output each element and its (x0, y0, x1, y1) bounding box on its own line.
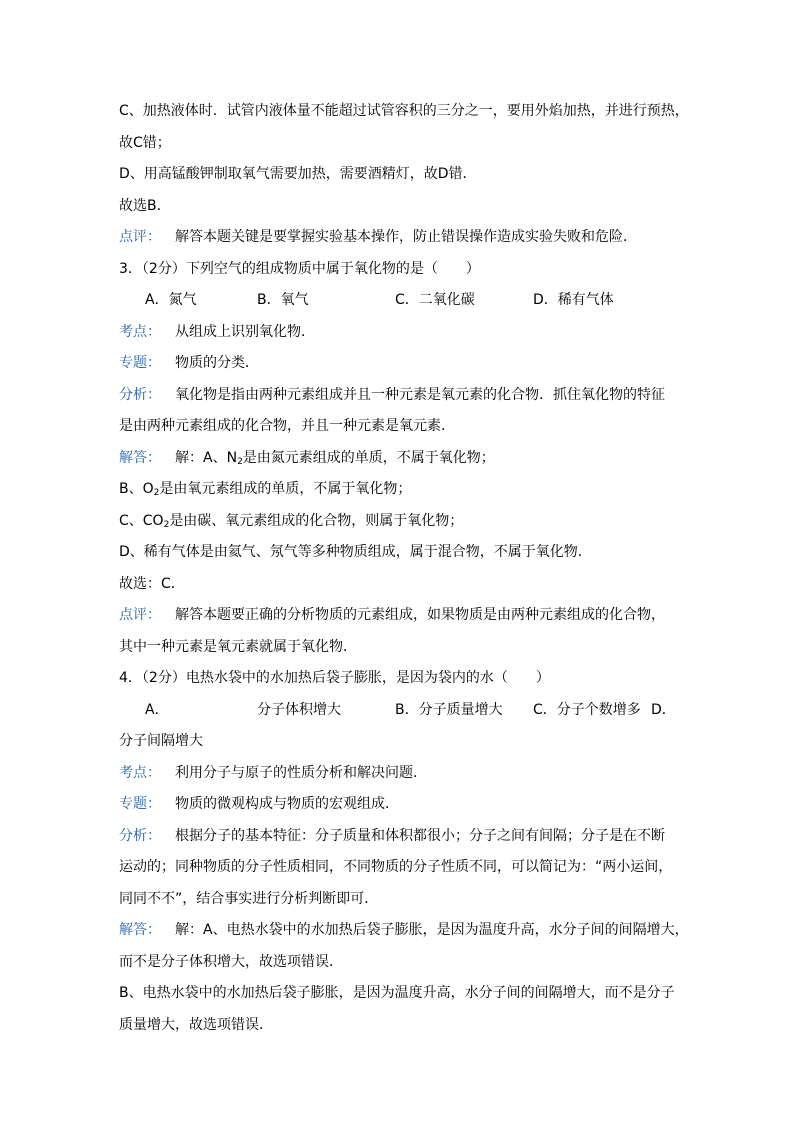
kaodian-text: 利用分子与原子的性质分析和解决问题． (175, 764, 427, 781)
fenxi-text: 根据分子的基本特征：分子质量和体积都很小；分子之间有间隔；分子是在不断 (175, 827, 665, 844)
document-content (119, 96, 689, 1041)
b-suffix: 是由氧元素组成的单质，不属于氧化物； (159, 481, 412, 497)
jieda-label: 解答： (119, 449, 161, 466)
q4-fenxi-continued-2: 同同不不”，结合事实进行分析判断即可． (119, 890, 379, 907)
c-suffix: 是由碳、氧元素组成的化合物，则属于氧化物； (169, 512, 464, 529)
jieda-a-suffix: 是由氮元素组成的单质，不属于氧化物； (242, 449, 495, 466)
q3-answer: 故选：C． (119, 575, 185, 592)
q3-option-a: A．氮气 (145, 292, 197, 308)
q3-explanation-d: D、稀有气体是由氦气、氖气等多种物质组成，属于混合物，不属于氧化物． (119, 544, 592, 560)
zhuanti-label: 专题： (119, 796, 161, 812)
dianping-text: 解答本题要正确的分析物质的元素组成，如果物质是由两种元素组成的化合物， (175, 607, 665, 623)
kaodian-text: 从组成上识别氧化物． (175, 323, 315, 340)
q4-jieda (119, 915, 689, 947)
q3-question: 3．（2分）下列空气的组成物质中属于氧化物的是（ ） (119, 260, 480, 277)
q3-dianping-continued: 其中一种元素是氧元素就属于氧化物． (119, 638, 357, 655)
q4-fenxi (119, 821, 679, 853)
kaodian-label: 考点： (119, 323, 161, 340)
q2-option-c-conclusion: 故C错； (119, 134, 171, 151)
jieda-a-prefix: 解：A、N (175, 449, 238, 466)
q2-option-d-explanation: D、用高锰酸钾制取氧气需要加热，需要酒精灯，故D错． (119, 166, 477, 182)
q3-explanation-b (119, 474, 679, 506)
q4-kaodian (119, 758, 679, 790)
q3-jieda (119, 443, 679, 475)
zhuanti-text: 物质的分类． (175, 355, 259, 371)
jieda-label: 解答： (119, 922, 161, 938)
comment-label: 点评： (119, 229, 161, 245)
comment-text: 解答本题关键是要掌握实验基本操作，防止错误操作造成实验失败和危险． (175, 229, 637, 245)
q2-answer: 故选B． (119, 197, 171, 214)
q4-explanation-b-continued: 质量增大，故选项错误． (119, 1016, 273, 1033)
q4-option-a-text: 分子体积增大 (257, 701, 341, 718)
q3-explanation-c (119, 506, 679, 538)
q4-jieda-continued: 而不是分子体积增大，故选项错误． (119, 953, 343, 970)
q3-option-b: B．氧气 (257, 292, 309, 308)
fenxi-label: 分析： (119, 386, 161, 403)
q4-options (119, 695, 679, 727)
q4-explanation-b: B、电热水袋中的水加热后袋子膨胀，是因为温度升高，水分子间的间隔增大，而不是分子 (119, 985, 675, 1001)
q4-option-c: C．分子个数增多 (533, 701, 641, 718)
c-subscript: 2 (163, 519, 170, 530)
q3-option-c: C．二氧化碳 (395, 292, 475, 308)
fenxi-text: 氧化物是指由两种元素组成并且一种元素是氧元素的化合物．抓住氧化物的特征 (175, 386, 665, 403)
q4-option-a-letter: A． (145, 701, 169, 718)
zhuanti-label: 专题： (119, 355, 161, 371)
q4-option-b: B．分子质量增大 (395, 701, 503, 718)
q3-option-d: D．稀有气体 (533, 292, 614, 308)
q3-dianping (119, 600, 679, 632)
jieda-a-subscript: 2 (237, 456, 243, 467)
q4-option-d-letter: D． (651, 701, 676, 718)
q3-fenxi (119, 380, 679, 412)
b-prefix: B、O (119, 481, 154, 497)
c-prefix: C、CO (119, 512, 164, 529)
q3-fenxi-continued: 是由两种元素组成的化合物，并且一种元素是氧元素． (119, 418, 455, 434)
jieda-text: 解：A、电热水袋中的水加热后袋子膨胀，是因为温度升高，水分子间的间隔增大， (175, 922, 689, 938)
q4-zhuanti (119, 789, 679, 821)
q2-option-c-explanation: C、加热液体时．试管内液体量不能超过试管容积的三分之一，要用外焰加热，并进行预热， (119, 103, 689, 119)
fenxi-label: 分析： (119, 827, 161, 844)
q4-option-d-text: 分子间隔增大 (119, 733, 203, 749)
q3-options (119, 285, 679, 317)
q2-comment (119, 222, 679, 254)
kaodian-label: 考点： (119, 764, 161, 781)
zhuanti-text: 物质的微观构成与物质的宏观组成． (175, 796, 399, 812)
q3-kaodian (119, 317, 679, 349)
q4-question: 4．（2分）电热水袋中的水加热后袋子膨胀，是因为袋内的水（ ） (119, 670, 550, 686)
q4-fenxi-continued-1: 运动的；同种物质的分子性质相同，不同物质的分子性质不同，可以简记为：“两小运间， (119, 859, 673, 875)
b-subscript: 2 (153, 488, 160, 498)
q3-zhuanti (119, 348, 679, 380)
dianping-label: 点评： (119, 607, 161, 623)
